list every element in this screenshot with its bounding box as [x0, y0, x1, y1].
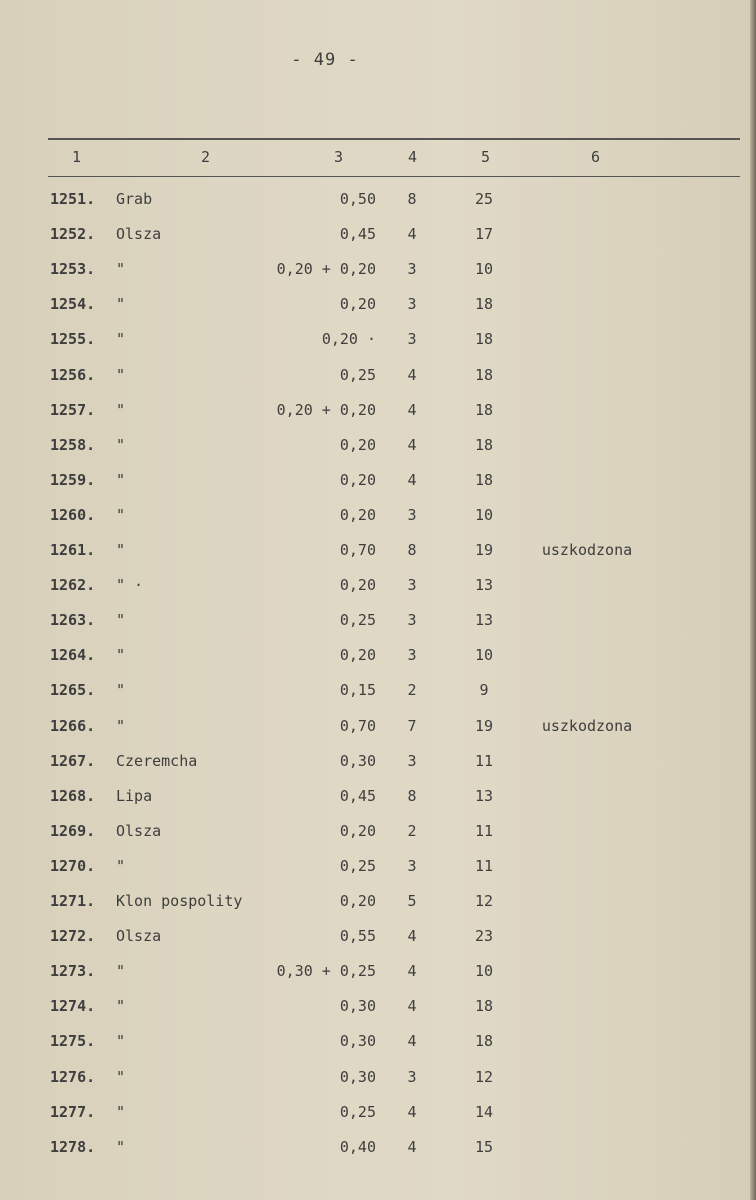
table-row: [0, 1103, 756, 1137]
species-name: Olsza: [116, 225, 162, 244]
row-number: 1258.: [50, 435, 96, 454]
column-4-value: 2: [407, 681, 417, 700]
row-number: 1276.: [50, 1067, 96, 1086]
row-number: 1255.: [50, 330, 96, 349]
species-name: ": [116, 541, 126, 559]
table-row: [0, 401, 756, 435]
column-5-value: 10: [474, 505, 494, 524]
table-row: [0, 471, 756, 505]
column-5-value: 9: [479, 681, 489, 700]
column-4-value: 4: [407, 435, 417, 454]
column-5-value: 10: [474, 260, 494, 279]
column-5-value: 11: [474, 821, 494, 840]
species-name: ": [116, 260, 126, 279]
trunk-diameter: 0,55: [339, 927, 376, 946]
table-row: [0, 822, 756, 856]
species-name: ": [116, 1067, 126, 1086]
row-number: 1275.: [50, 1032, 96, 1051]
column-4-value: 8: [407, 190, 417, 208]
column-5-value: 25: [474, 190, 494, 208]
species-name: ": [116, 716, 126, 735]
species-name: ": [116, 681, 126, 700]
row-number: 1268.: [50, 786, 96, 805]
trunk-diameter: 0,25: [339, 1102, 376, 1121]
trunk-diameter: 0,40: [339, 1137, 376, 1156]
table-row: [0, 506, 756, 540]
table-row: [0, 436, 756, 470]
table-row: [0, 1138, 756, 1172]
row-number: 1262.: [50, 576, 96, 595]
table-row: [0, 857, 756, 891]
column-5-value: 18: [474, 330, 494, 349]
species-name: ": [116, 435, 126, 454]
column-5-value: 19: [474, 716, 494, 735]
row-number: 1269.: [50, 821, 96, 840]
column-header-2: 2: [201, 148, 211, 166]
column-5-value: 10: [474, 962, 494, 981]
species-name: ": [116, 856, 126, 875]
species-name: " ·: [116, 576, 144, 595]
column-4-value: 2: [407, 821, 417, 840]
trunk-diameter: 0,20 + 0,20: [276, 400, 376, 419]
trunk-diameter: 0,20 ·: [321, 330, 376, 349]
table-row: [0, 295, 756, 329]
column-4-value: 4: [407, 400, 417, 419]
trunk-diameter: 0,30: [339, 997, 376, 1016]
row-number: 1257.: [50, 400, 96, 419]
table-row: [0, 997, 756, 1031]
column-4-value: 7: [407, 716, 417, 735]
table-row: [0, 717, 756, 751]
row-number: 1278.: [50, 1137, 96, 1156]
column-5-value: 18: [474, 997, 494, 1016]
trunk-diameter: 0,20: [339, 576, 376, 595]
column-5-value: 19: [474, 541, 494, 559]
row-number: 1265.: [50, 681, 96, 700]
column-5-value: 12: [474, 1067, 494, 1086]
species-name: ": [116, 330, 126, 349]
table-row: [0, 541, 756, 575]
column-5-value: 11: [474, 751, 494, 770]
table-row: [0, 787, 756, 821]
column-5-value: 12: [474, 892, 494, 910]
species-name: ": [116, 470, 126, 489]
table-row: [0, 1068, 756, 1102]
trunk-diameter: 0,20: [339, 646, 376, 665]
column-5-value: 18: [474, 470, 494, 489]
column-4-value: 4: [407, 1137, 417, 1156]
row-number: 1271.: [50, 892, 96, 910]
species-name: Klon pospolity: [116, 892, 243, 910]
species-name: ": [116, 505, 126, 524]
column-4-value: 3: [407, 330, 417, 349]
trunk-diameter: 0,70: [339, 716, 376, 735]
trunk-diameter: 0,70: [339, 541, 376, 559]
column-5-value: 23: [474, 927, 494, 946]
column-4-value: 4: [407, 927, 417, 946]
remarks: uszkodzona: [541, 541, 633, 559]
table-row: [0, 927, 756, 961]
row-number: 1273.: [50, 962, 96, 981]
column-5-value: 13: [474, 786, 494, 805]
column-4-value: 3: [407, 260, 417, 279]
trunk-diameter: 0,30: [339, 1032, 376, 1051]
table-row: [0, 260, 756, 294]
column-5-value: 10: [474, 646, 494, 665]
column-4-value: 4: [407, 470, 417, 489]
table-row: [0, 366, 756, 400]
trunk-diameter: 0,20: [339, 505, 376, 524]
row-number: 1260.: [50, 505, 96, 524]
column-4-value: 3: [407, 751, 417, 770]
column-4-value: 4: [407, 1032, 417, 1051]
species-name: ": [116, 295, 126, 314]
row-number: 1277.: [50, 1102, 96, 1121]
table-row: [0, 190, 756, 224]
species-name: Lipa: [116, 786, 153, 805]
trunk-diameter: 0,30: [339, 751, 376, 770]
row-number: 1272.: [50, 927, 96, 946]
trunk-diameter: 0,20: [339, 295, 376, 314]
column-5-value: 18: [474, 295, 494, 314]
column-5-value: 13: [474, 576, 494, 595]
row-number: 1266.: [50, 716, 96, 735]
trunk-diameter: 0,25: [339, 365, 376, 384]
column-4-value: 3: [407, 646, 417, 665]
column-header-4: 4: [408, 148, 418, 166]
species-name: ": [116, 1102, 126, 1121]
column-4-value: 4: [407, 962, 417, 981]
table-row: [0, 681, 756, 715]
column-4-value: 4: [407, 365, 417, 384]
species-name: Olsza: [116, 821, 162, 840]
table-row: [0, 611, 756, 645]
row-number: 1261.: [50, 541, 96, 559]
trunk-diameter: 0,20: [339, 892, 376, 910]
species-name: ": [116, 646, 126, 665]
table-row: [0, 962, 756, 996]
row-number: 1263.: [50, 611, 96, 630]
column-4-value: 4: [407, 225, 417, 244]
species-name: ": [116, 997, 126, 1016]
table-row: [0, 646, 756, 680]
column-4-value: 8: [407, 541, 417, 559]
page-number: - 49 -: [291, 50, 359, 70]
species-name: ": [116, 400, 126, 419]
column-4-value: 4: [407, 997, 417, 1016]
table-row: [0, 330, 756, 364]
column-4-value: 8: [407, 786, 417, 805]
trunk-diameter: 0,15: [339, 681, 376, 700]
row-number: 1264.: [50, 646, 96, 665]
row-number: 1270.: [50, 856, 96, 875]
column-4-value: 3: [407, 505, 417, 524]
trunk-diameter: 0,25: [339, 611, 376, 630]
column-4-value: 3: [407, 295, 417, 314]
column-5-value: 17: [474, 225, 494, 244]
column-5-value: 18: [474, 365, 494, 384]
remarks: uszkodzona: [541, 716, 633, 735]
table-row: [0, 576, 756, 610]
column-4-value: 3: [407, 1067, 417, 1086]
trunk-diameter: 0,45: [339, 786, 376, 805]
table-header-rule: [48, 176, 740, 177]
column-5-value: 18: [474, 1032, 494, 1051]
row-number: 1259.: [50, 470, 96, 489]
column-header-6: 6: [591, 148, 601, 166]
column-4-value: 3: [407, 576, 417, 595]
column-5-value: 13: [474, 611, 494, 630]
species-name: Olsza: [116, 927, 162, 946]
trunk-diameter: 0,25: [339, 856, 376, 875]
trunk-diameter: 0,50: [339, 190, 376, 208]
trunk-diameter: 0,20: [339, 821, 376, 840]
column-5-value: 18: [474, 435, 494, 454]
table-row: [0, 1032, 756, 1066]
trunk-diameter: 0,45: [339, 225, 376, 244]
trunk-diameter: 0,20 + 0,20: [276, 260, 376, 279]
row-number: 1253.: [50, 260, 96, 279]
table-top-rule: [48, 138, 740, 140]
trunk-diameter: 0,20: [339, 470, 376, 489]
column-header-1: 1: [72, 148, 82, 166]
species-name: ": [116, 365, 126, 384]
species-name: ": [116, 962, 126, 981]
column-4-value: 5: [407, 892, 417, 910]
row-number: 1251.: [50, 190, 96, 208]
column-5-value: 14: [474, 1102, 494, 1121]
row-number: 1252.: [50, 225, 96, 244]
table-row: [0, 225, 756, 259]
column-header-3: 3: [334, 148, 344, 166]
species-name: Grab: [116, 190, 153, 208]
trunk-diameter: 0,30 + 0,25: [276, 962, 376, 981]
column-4-value: 3: [407, 611, 417, 630]
trunk-diameter: 0,30: [339, 1067, 376, 1086]
table-row: [0, 892, 756, 926]
row-number: 1254.: [50, 295, 96, 314]
species-name: Czeremcha: [116, 751, 198, 770]
species-name: ": [116, 611, 126, 630]
species-name: ": [116, 1137, 126, 1156]
row-number: 1274.: [50, 997, 96, 1016]
column-5-value: 11: [474, 856, 494, 875]
column-4-value: 4: [407, 1102, 417, 1121]
species-name: ": [116, 1032, 126, 1051]
table-row: [0, 752, 756, 786]
column-5-value: 15: [474, 1137, 494, 1156]
row-number: 1267.: [50, 751, 96, 770]
trunk-diameter: 0,20: [339, 435, 376, 454]
column-5-value: 18: [474, 400, 494, 419]
column-header-5: 5: [481, 148, 491, 166]
row-number: 1256.: [50, 365, 96, 384]
column-4-value: 3: [407, 856, 417, 875]
